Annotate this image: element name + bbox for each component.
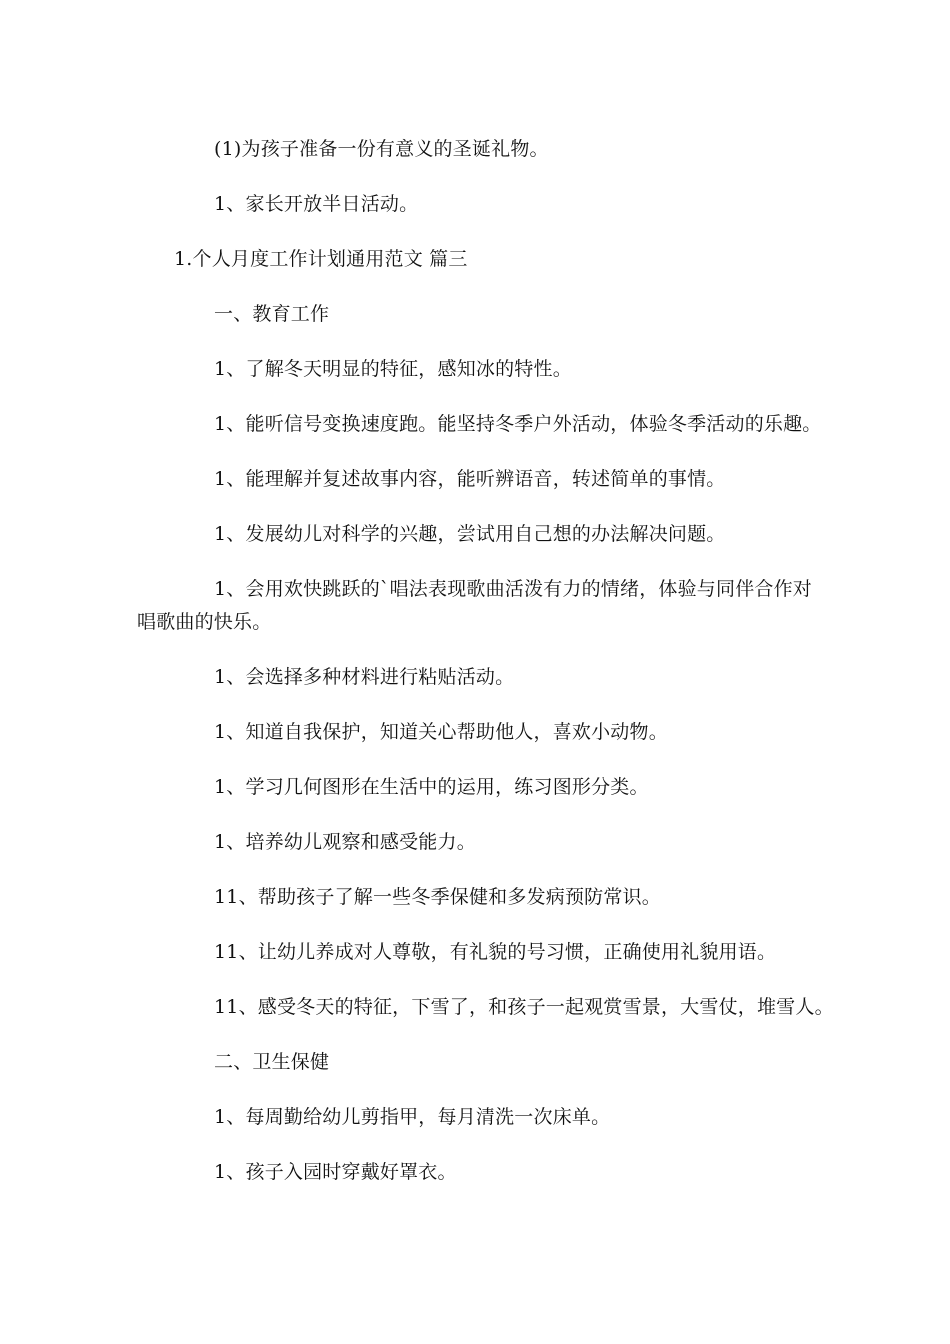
list-item: 11、让幼儿养成对人尊敬，有礼貌的号习惯，正确使用礼貌用语。 — [214, 941, 777, 963]
paragraph-christmas-gift: (1)为孩子准备一份有意义的圣诞礼物。 — [214, 138, 549, 160]
list-item: 1、孩子入园时穿戴好罩衣。 — [214, 1161, 457, 1183]
list-item: 11、帮助孩子了解一些冬季保健和多发病预防常识。 — [214, 886, 661, 908]
list-item: 1、培养幼儿观察和感受能力。 — [214, 831, 476, 853]
list-item: 1、会选择多种材料进行粘贴活动。 — [214, 666, 515, 688]
section-title: 1.个人月度工作计划通用范文 篇三 — [174, 248, 468, 270]
paragraph-parent-open-day: 1、家长开放半日活动。 — [214, 193, 419, 215]
list-item: 11、感受冬天的特征，下雪了，和孩子一起观赏雪景，大雪仗，堆雪人。 — [214, 996, 834, 1018]
list-item: 1、每周勤给幼儿剪指甲，每月清洗一次床单。 — [214, 1106, 611, 1128]
list-item: 1、学习几何图形在生活中的运用，练习图形分类。 — [214, 776, 649, 798]
list-item: 1、能听信号变换速度跑。能坚持冬季户外活动，体验冬季活动的乐趣。 — [214, 413, 822, 435]
subheading-health: 二、卫生保健 — [214, 1051, 330, 1073]
list-item: 1、会用欢快跳跃的`唱法表现歌曲活泼有力的情绪，体验与同伴合作对 — [214, 578, 812, 600]
list-item: 1、发展幼儿对科学的兴趣，尝试用自己想的办法解决问题。 — [214, 523, 726, 545]
list-item-continuation: 唱歌曲的快乐。 — [137, 611, 272, 633]
list-item: 1、能理解并复述故事内容，能听辨语音，转述简单的事情。 — [214, 468, 726, 490]
list-item: 1、知道自我保护，知道关心帮助他人，喜欢小动物。 — [214, 721, 668, 743]
list-item: 1、了解冬天明显的特征，感知冰的特性。 — [214, 358, 572, 380]
subheading-education: 一、教育工作 — [214, 303, 330, 325]
